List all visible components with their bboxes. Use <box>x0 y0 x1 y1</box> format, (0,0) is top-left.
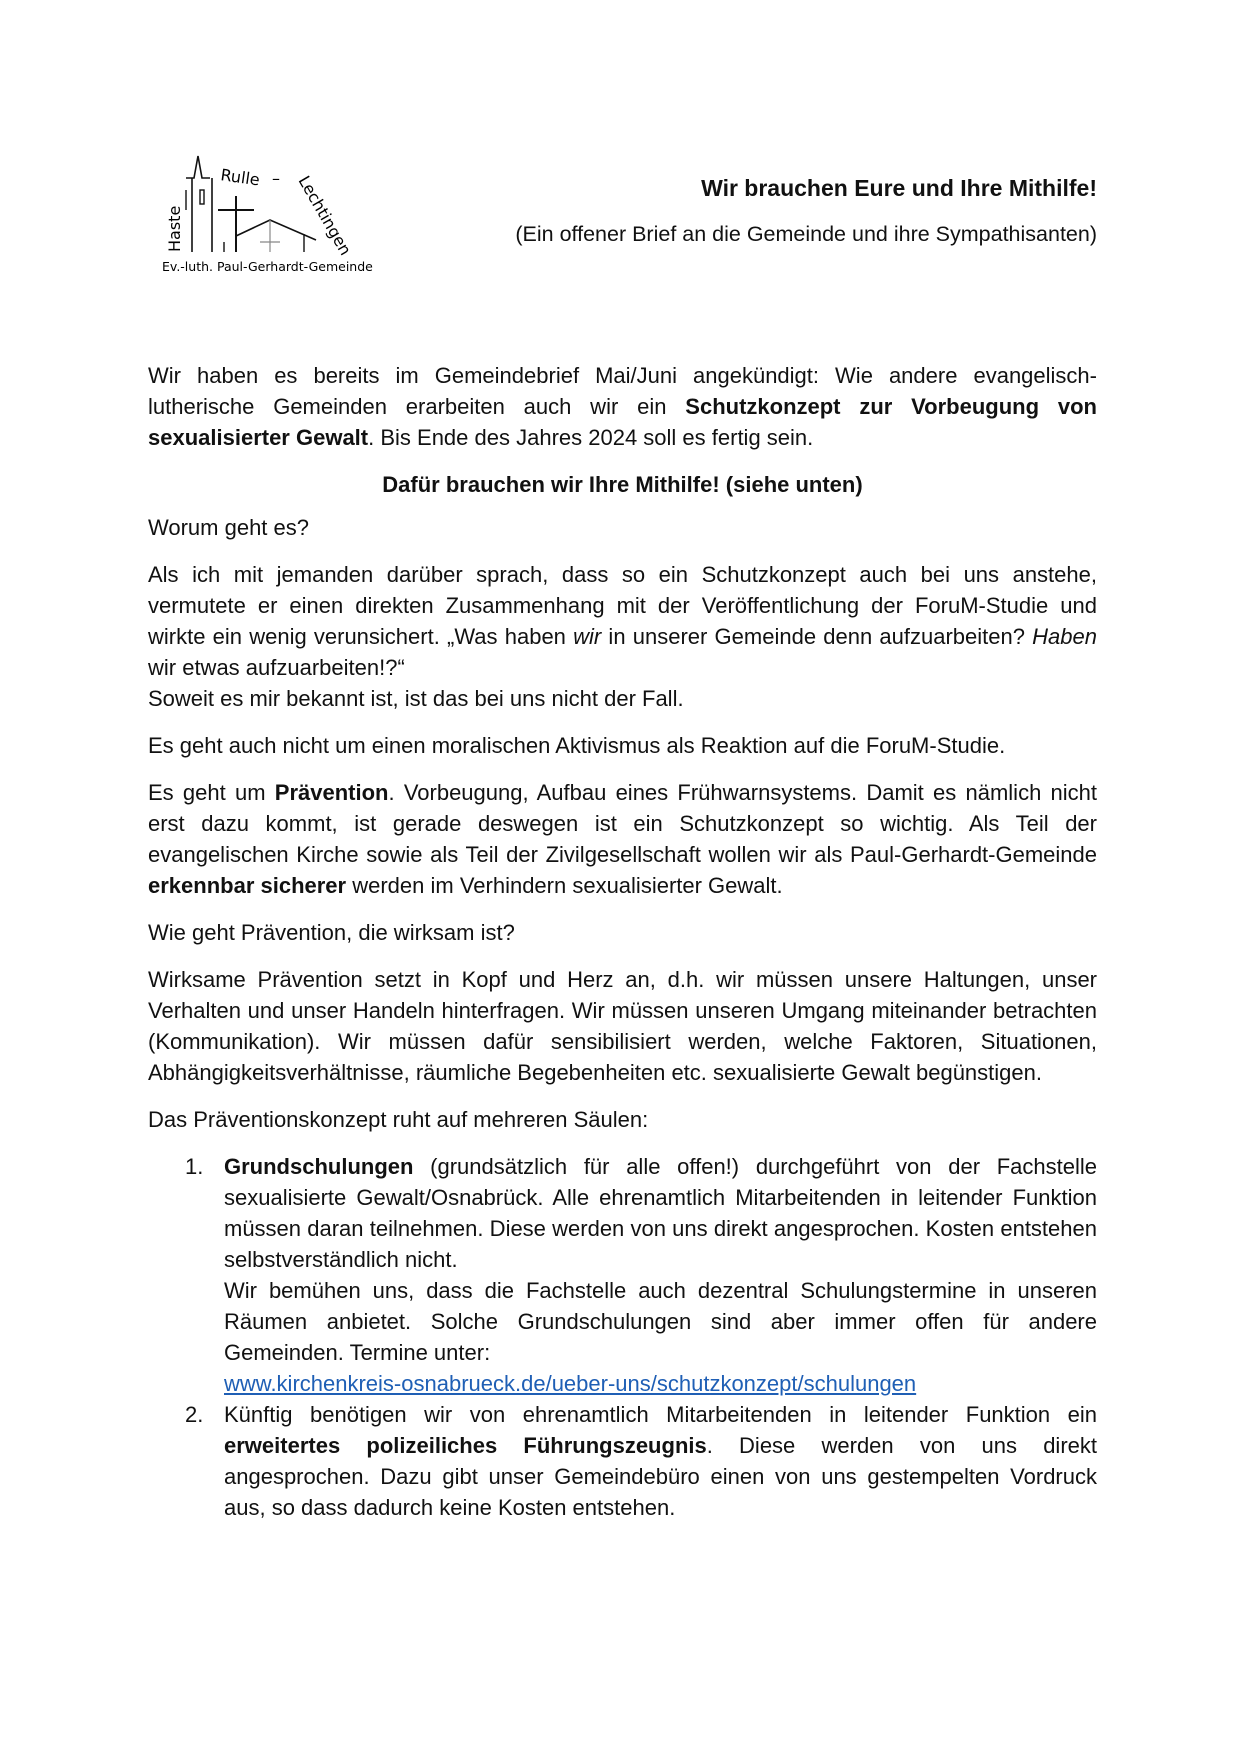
logo-caption: Ev.-luth. Paul-Gerhardt-Gemeinde <box>162 259 373 274</box>
paragraph-prevention: Es geht um Prävention. Vorbeugung, Aufbau eines Frühwarnsystems. Damit es nämlich nicht erst dazu kommt, ist gerade deswegen ist ein Schutzkonzept so wichtig. Als Teil der evangelischen Kirche sowie als Teil der Zivilgesellschaft wollen wir als Paul-Gerhardt-Gemeinde erkennbar sicherer werden im Verhindern sexualisierter Gewalt. <box>148 780 1098 898</box>
logo-text-haste: Haste <box>165 205 184 252</box>
training-dates-link[interactable]: www.kirchenkreis-osnabrueck.de/ueber-uns/schutzkonzept/schulungen <box>224 1371 917 1396</box>
pillar-item: 1. Grundschulungen (grundsätzlich für alle offen!) durchgeführt von der Fachstelle sexualisierte Gewalt/Osnabrück. Alle ehrenamtlich Mitarbeitenden in leitender Funktion müssen daran teilnehmen. Diese werden von uns direkt angesprochen. Kosten entstehen selbstverständlich nicht. Wir bemühen uns, dass die Fachstelle auch dezentral Schulungstermine in unseren Räumen anbietet. Solche Grundschulungen sind aber immer offen für andere Gemeinden. Termine unter: www.kirchenkreis-osnabrueck.de/ueber-uns/schutzkonzept/schulungen <box>185 1154 1097 1396</box>
letter-title: Wir brauchen Eure und Ihre Mithilfe! <box>701 175 1097 201</box>
intro-paragraph: Wir haben es bereits im Gemeindebrief Mai/Juni angekündigt: Wie andere evangelisch-lutherische Gemeinden erarbeiten auch wir ein Schutzkonzept zur Vorbeugung von sexualisierter Gewalt. Bis Ende des Jahres 2024 soll es fertig sein. <box>148 363 1097 450</box>
logo-text-lechtingen: Lechtingen <box>294 172 356 259</box>
pillars-intro: Das Präventionskonzept ruht auf mehreren Säulen: <box>148 1107 649 1132</box>
svg-text:–: – <box>272 169 280 188</box>
church-logo <box>158 150 418 300</box>
callout: Dafür brauchen wir Ihre Mithilfe! (siehe unten) <box>382 472 863 497</box>
letter-body <box>148 360 1097 1523</box>
logo-text-rulle: Rulle <box>219 165 261 190</box>
question-heading-1: Worum geht es? <box>148 515 310 540</box>
paragraph-not-activism: Es geht auch nicht um einen moralischen Aktivismus als Reaktion auf die ForuM-Studie. <box>148 733 1006 758</box>
pillar-item: 2. Künftig benötigen wir von ehrenamtlich Mitarbeitenden in leitender Funktion ein erweitertes polizeiliches Führungszeugnis. Diese werden von uns direkt angesprochen. Dazu gibt unser Gemeindebüro einen von uns gestempelten Vordruck aus, so dass dadurch keine Kosten entstehen. <box>185 1402 1097 1520</box>
paragraph-conversation-line2: Soweit es mir bekannt ist, ist das bei uns nicht der Fall. <box>148 686 684 711</box>
paragraph-conversation: Als ich mit jemanden darüber sprach, dass so ein Schutzkonzept auch bei uns anstehe, vermutete er einen direkten Zusammenhang mit der Veröffentlichung der ForuM-Studie und wirkte ein wenig verunsichert. „Was haben wir in unserer Gemeinde denn aufzuarbeiten? Haben wir etwas aufzuarbeiten!?“ <box>148 562 1097 680</box>
question-heading-2: Wie geht Prävention, die wirksam ist? <box>148 920 515 945</box>
paragraph-effective-prevention: Wirksame Prävention setzt in Kopf und Herz an, d.h. wir müssen unsere Haltungen, unser Verhalten und unser Handeln hinterfragen. Wir müssen unseren Umgang miteinander betrachten (Kommunikation). Wir müssen dafür sensibilisiert werden, welche Faktoren, Situationen, Abhängigkeitsverhältnisse, räumliche Begebenheiten etc. sexualisierte Gewalt begünstigen. <box>148 967 1097 1085</box>
church-icon <box>158 150 418 300</box>
pillars-list <box>148 1151 1097 1523</box>
letter-subtitle: (Ein offener Brief an die Gemeinde und ihre Sympathisanten) <box>515 222 1097 246</box>
